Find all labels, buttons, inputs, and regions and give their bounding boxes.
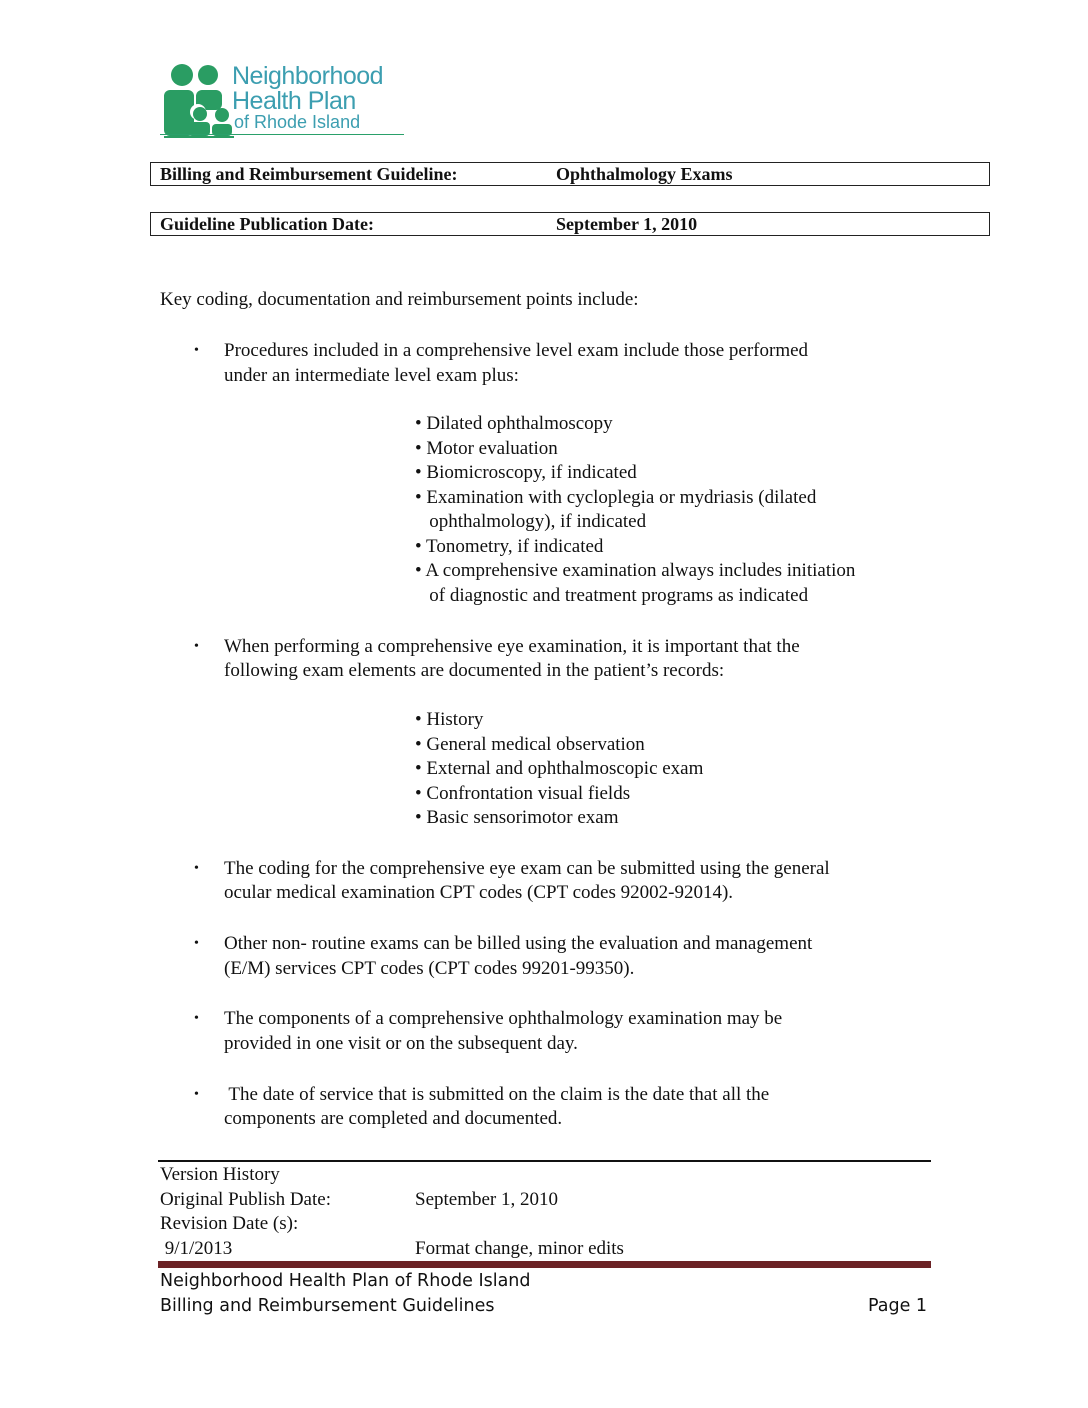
section-3-line-1: The coding for the comprehensive eye exam can be submitted using the general — [224, 858, 830, 879]
section-2-line-2: following exam elements are documented in the patient’s records: — [224, 660, 725, 681]
section-2-line-1: When performing a comprehensive eye examination, it is important that the — [224, 636, 800, 657]
list-item: ophthalmology), if indicated — [415, 511, 647, 532]
section-1-line-1: Procedures included in a comprehensive level exam include those performed — [224, 340, 809, 361]
logo — [160, 62, 410, 140]
guideline-title-box — [150, 162, 990, 186]
section-1-sublist — [415, 412, 855, 608]
original-publish-value: September 1, 2010 — [415, 1189, 559, 1210]
list-item: • Confrontation visual fields — [415, 782, 631, 804]
list-item: • Motor evaluation — [415, 437, 558, 459]
section-5-line-2: provided in one visit or on the subsequent day. — [224, 1033, 578, 1054]
original-publish-label: Original Publish Date: — [160, 1189, 331, 1210]
bullet: • — [194, 861, 199, 876]
list-item: • General medical observation — [415, 733, 645, 755]
footer-page-number: Page 1 — [868, 1296, 928, 1316]
publication-date-value: September 1, 2010 — [556, 214, 698, 234]
bullet: • — [194, 1011, 199, 1026]
publication-date-box — [150, 212, 990, 236]
footer-document: Billing and Reimbursement Guidelines — [160, 1296, 495, 1316]
logo-line-2: Health Plan — [232, 87, 356, 115]
footer-organization: Neighborhood Health Plan of Rhode Island — [160, 1271, 531, 1291]
version-history-top-rule — [158, 1160, 931, 1162]
list-item: • Tonometry, if indicated — [415, 535, 604, 557]
list-item: • Examination with cycloplegia or mydriasis (dilated — [415, 486, 817, 508]
list-item: • Basic sensorimotor exam — [415, 807, 619, 828]
revision-label: Revision Date (s): — [160, 1213, 299, 1234]
guideline-value: Ophthalmology Exams — [556, 164, 733, 184]
section-4-line-1: Other non- routine exams can be billed using the evaluation and management — [224, 933, 813, 954]
version-history-bottom-rule — [158, 1261, 931, 1268]
section-6-line-2: components are completed and documented. — [224, 1108, 563, 1129]
logo-underline — [160, 134, 404, 135]
list-item: • External and ophthalmoscopic exam — [415, 758, 704, 779]
list-item: • History — [415, 709, 484, 730]
list-item: • Biomicroscopy, if indicated — [415, 462, 637, 483]
bullet: • — [194, 936, 199, 951]
list-item: of diagnostic and treatment programs as indicated — [415, 584, 809, 606]
version-history-title: Version History — [160, 1164, 280, 1185]
revision-note: Format change, minor edits — [415, 1238, 624, 1259]
family-figures-icon — [160, 62, 240, 138]
logo-line-3: of Rhode Island — [234, 112, 361, 132]
intro-text: Key coding, documentation and reimbursement points include: — [160, 289, 639, 310]
revision-date: 9/1/2013 — [160, 1238, 233, 1259]
section-4-line-2: (E/M) services CPT codes (CPT codes 99201-99350). — [224, 958, 635, 979]
list-item: • A comprehensive examination always includes initiation — [415, 560, 856, 581]
section-5-line-1: The components of a comprehensive ophthalmology examination may be — [224, 1008, 783, 1029]
section-3-line-2: ocular medical examination CPT codes (CPT codes 92002-92014). — [224, 882, 734, 903]
section-2-sublist — [415, 708, 703, 831]
guideline-label: Billing and Reimbursement Guideline: — [160, 164, 458, 184]
section-6-line-1: The date of service that is submitted on the claim is the date that all the — [224, 1084, 770, 1105]
list-item: • Dilated ophthalmoscopy — [415, 413, 613, 434]
bullet: • — [194, 343, 199, 358]
logo-line-1: Neighborhood — [232, 62, 384, 90]
bullet: • — [194, 1087, 199, 1102]
bullet: • — [194, 639, 199, 654]
publication-date-label: Guideline Publication Date: — [160, 214, 375, 234]
section-1-line-2: under an intermediate level exam plus: — [224, 365, 519, 386]
